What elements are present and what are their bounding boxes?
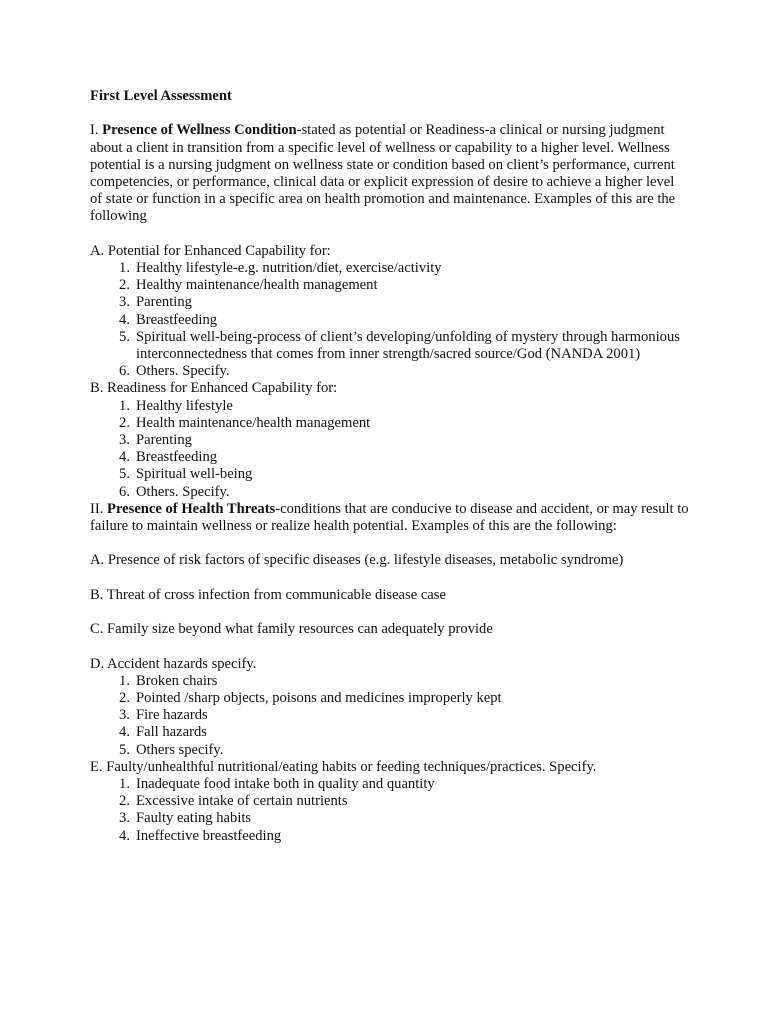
list-text: Healthy lifestyle (136, 397, 233, 414)
list-number: 4. (119, 724, 130, 741)
section-heading: Presence of Wellness Condition (102, 122, 297, 139)
list-number: 3. (119, 707, 130, 724)
list-text: Others specify. (136, 741, 224, 758)
list-text: Parenting (136, 294, 192, 311)
list-item (90, 690, 690, 707)
section-number: I. (90, 122, 103, 139)
list-number: 3. (119, 432, 130, 449)
list-item (90, 294, 690, 311)
section-body: -conditions that are conducive to disease and accident, or may result to failure to maintain wellness or realize health potential. Examples of this are the following: (90, 500, 689, 535)
list-text: Spiritual well-being-process of client’s developing/unfolding of mystery through harmonious interconnectedness that comes from inner strength/sacred source/God (NANDA 2001) (136, 328, 680, 363)
list-text: Breastfeeding (136, 311, 218, 328)
list-text: Health maintenance/health management (136, 414, 371, 431)
list-item (90, 277, 690, 294)
list-text: Fire hazards (136, 707, 208, 724)
list-item (90, 484, 690, 501)
list-number: 4. (119, 449, 130, 466)
section-health-threats (90, 501, 690, 535)
section-heading: Presence of Health Threats (107, 500, 276, 517)
list-number: 2. (119, 414, 130, 431)
list-item (90, 329, 690, 363)
list-text: Healthy lifestyle-e.g. nutrition/diet, exercise/activity (136, 260, 442, 276)
list-item (90, 466, 690, 483)
list-number: 5. (119, 741, 130, 758)
list-text: Healthy maintenance/health management (136, 277, 378, 294)
spacer (90, 604, 690, 621)
threat-b: B. Threat of cross infection from communicable disease case (90, 586, 446, 603)
list-b (90, 398, 690, 501)
section-body: -stated as potential or Readiness-a clinical or nursing judgment about a client in transition from a specific level of wellness or capability to a higher level. Wellness potential is a nursing judgment on wellness state or condition based on client’s performance, current competencies, or performance, clinical data or explicit expression of desire to achieve a higher level of state or function in a specific area on health promotion and maintenance. Examples of this are the following (90, 122, 676, 225)
spacer (90, 570, 690, 587)
list-text: Pointed /sharp objects, poisons and medicines improperly kept (136, 690, 502, 707)
list-item (90, 449, 690, 466)
section-number: II. (90, 500, 108, 517)
list-text: Others. Specify. (136, 363, 230, 380)
list-item (90, 793, 690, 810)
list-text: Fall hazards (136, 724, 207, 741)
list-item (90, 432, 690, 449)
list-d-heading: D. Accident hazards specify. (90, 655, 257, 672)
list-d (90, 673, 690, 759)
list-item (90, 398, 690, 415)
list-text: Parenting (136, 432, 192, 449)
section-wellness-condition (90, 122, 690, 225)
list-text: Faulty eating habits (136, 810, 252, 827)
list-item (90, 742, 690, 759)
list-number: 4. (119, 311, 130, 328)
list-number: 1. (119, 260, 130, 276)
list-number: 4. (119, 827, 130, 844)
list-item (90, 724, 690, 741)
list-item (90, 776, 690, 793)
list-item (90, 363, 690, 380)
list-item (90, 828, 690, 845)
list-b-heading: B. Readiness for Enhanced Capability for: (90, 380, 338, 397)
list-text: Inadequate food intake both in quality and quantity (136, 776, 435, 793)
list-number: 5. (119, 328, 130, 345)
spacer (90, 535, 690, 552)
threat-a: A. Presence of risk factors of specific diseases (e.g. lifestyle diseases, metabolic syndrome) (90, 552, 624, 569)
document-title: First Level Assessment (90, 88, 232, 104)
list-number: 2. (119, 277, 130, 294)
list-item (90, 260, 690, 277)
list-number: 1. (119, 776, 130, 793)
list-a (90, 260, 690, 380)
spacer (90, 638, 690, 655)
list-number: 2. (119, 793, 130, 810)
list-number: 2. (119, 690, 130, 707)
list-item (90, 707, 690, 724)
list-number: 6. (119, 363, 130, 380)
threat-c: C. Family size beyond what family resources can adequately provide (90, 621, 493, 638)
list-e-heading: E. Faulty/unhealthful nutritional/eating habits or feeding techniques/practices. Specify. (90, 758, 597, 775)
list-text: Breastfeeding (136, 449, 218, 466)
list-number: 1. (119, 672, 130, 689)
list-e (90, 776, 690, 845)
list-a-heading: A. Potential for Enhanced Capability for: (90, 242, 331, 259)
list-text: Spiritual well-being (136, 466, 253, 483)
list-number: 6. (119, 483, 130, 500)
list-number: 3. (119, 294, 130, 311)
list-number: 3. (119, 810, 130, 827)
list-item (90, 810, 690, 827)
list-item (90, 415, 690, 432)
list-item (90, 312, 690, 329)
spacer (90, 226, 690, 243)
list-item (90, 673, 690, 690)
list-text: Broken chairs (136, 672, 218, 689)
list-text: Excessive intake of certain nutrients (136, 793, 348, 810)
list-text: Ineffective breastfeeding (136, 827, 282, 844)
list-text: Others. Specify. (136, 483, 230, 500)
list-number: 5. (119, 466, 130, 483)
list-number: 1. (119, 397, 130, 414)
document-page (90, 88, 690, 845)
